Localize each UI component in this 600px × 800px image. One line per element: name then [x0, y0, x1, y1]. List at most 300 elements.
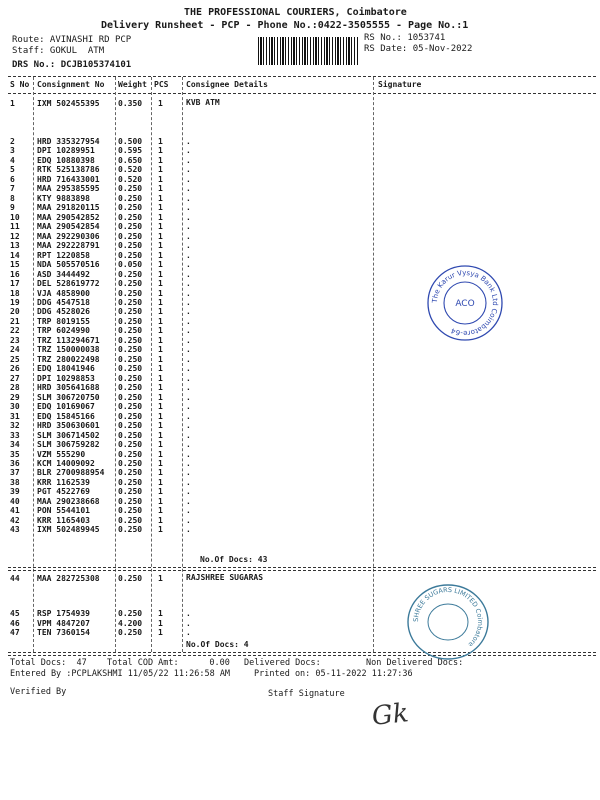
table-row — [0, 374, 600, 383]
table-row — [0, 497, 600, 506]
drs-number: DRS No.: DCJB105374101 — [12, 60, 132, 70]
cell-pcs: 1 — [158, 184, 163, 194]
table-row — [0, 516, 600, 525]
cell-sno: 18 — [10, 288, 20, 298]
cell-pcs: 1 — [158, 165, 163, 175]
cell-consignee-placeholder: . — [186, 430, 191, 440]
stamp-ring-text: SHREE SUGARS LIMITED Coimbatore — [411, 585, 485, 649]
cell-consignee-placeholder: . — [186, 345, 191, 355]
cell-sno: 21 — [10, 316, 20, 326]
rs-number: RS No.: 1053741 — [364, 33, 446, 43]
cell-weight: 0.250 — [118, 430, 143, 440]
table-row — [0, 383, 600, 392]
cell-weight: 0.250 — [118, 231, 143, 241]
table-row — [0, 402, 600, 411]
cell-consignment-no: VZM 555290 — [37, 449, 86, 459]
cell-consignment-no: KRR 1162539 — [37, 477, 90, 487]
cell-weight: 0.250 — [118, 288, 143, 298]
cell-weight: 0.250 — [118, 468, 143, 478]
cell-weight: 0.250 — [118, 392, 143, 402]
table-row — [0, 506, 600, 515]
cell-consignment-no: RPT 1220858 — [37, 250, 90, 260]
cell-sno: 4 — [10, 155, 15, 165]
handwritten-signature: Gk — [370, 698, 410, 732]
cell-consignee-placeholder: . — [186, 515, 191, 525]
cell-pcs: 1 — [158, 146, 163, 156]
cell-sno: 2 — [10, 137, 15, 146]
cell-weight: 0.250 — [118, 335, 143, 345]
table-row — [0, 345, 600, 354]
delivered-docs: Delivered Docs: — [244, 658, 321, 668]
cell-pcs: 1 — [158, 260, 163, 270]
table-row — [0, 165, 600, 174]
cell-weight: 0.250 — [118, 411, 143, 421]
table-row — [0, 364, 600, 373]
cell-weight: 0.250 — [118, 345, 143, 355]
non-delivered-docs: Non Delivered Docs: — [366, 658, 464, 668]
printed-on: Printed on: 05-11-2022 11:27:36 — [254, 669, 413, 679]
cell-weight: 0.250 — [118, 525, 143, 535]
cell-pcs: 1 — [158, 496, 163, 506]
cell-sno: 11 — [10, 222, 20, 232]
table-row — [0, 459, 600, 468]
cell-pcs: 1 — [158, 174, 163, 184]
cell-consignment-no: MAA 282725308 — [37, 574, 100, 583]
cell-consignee-placeholder: . — [186, 165, 191, 175]
cell-consignee-placeholder: . — [186, 212, 191, 222]
cell-weight: 0.250 — [118, 515, 143, 525]
consignee-name: KVB ATM — [186, 98, 220, 107]
cell-consignment-no: MAA 292228791 — [37, 241, 100, 251]
cell-consignee-placeholder: . — [186, 184, 191, 194]
entered-by: Entered By :PCPLAKSHMI 11/05/22 11:26:58 AM — [10, 669, 231, 679]
cell-weight: 0.350 — [118, 99, 143, 108]
cell-pcs: 1 — [158, 269, 163, 279]
cell-consignment-no: TRP 8019155 — [37, 316, 90, 326]
cell-weight: 0.500 — [118, 137, 143, 146]
cell-consignee-placeholder: . — [186, 487, 191, 497]
table-row — [0, 421, 600, 430]
cell-consignment-no: DEL 528619772 — [37, 279, 100, 289]
cell-pcs: 1 — [158, 421, 163, 431]
cell-consignment-no: RTK 525138786 — [37, 165, 100, 175]
cell-sno: 34 — [10, 440, 20, 450]
cell-consignee-placeholder: . — [186, 231, 191, 241]
cell-pcs: 1 — [158, 241, 163, 251]
cell-sno: 25 — [10, 354, 20, 364]
table-row — [0, 487, 600, 496]
cell-weight: 0.250 — [118, 421, 143, 431]
cell-weight: 0.650 — [118, 155, 143, 165]
cell-weight: 0.595 — [118, 146, 143, 156]
cell-consignee-placeholder: . — [186, 525, 191, 535]
cell-consignee-placeholder: . — [186, 383, 191, 393]
cell-consignee-placeholder: . — [186, 137, 191, 146]
cell-sno: 47 — [10, 628, 20, 637]
cell-consignee-placeholder: . — [186, 288, 191, 298]
cell-consignee-placeholder: . — [186, 241, 191, 251]
cell-pcs: 1 — [158, 99, 163, 108]
stamp-initials: ACO — [455, 299, 475, 309]
table-row — [0, 203, 600, 212]
cell-consignee-placeholder: . — [186, 496, 191, 506]
cell-consignee-placeholder: . — [186, 174, 191, 184]
cell-consignment-no: VJA 4858900 — [37, 288, 90, 298]
col-sno: S No — [10, 80, 30, 89]
cell-pcs: 1 — [158, 335, 163, 345]
table-row — [0, 99, 600, 108]
cell-sno: 43 — [10, 525, 20, 535]
cell-pcs: 1 — [158, 392, 163, 402]
cell-sno: 19 — [10, 297, 20, 307]
cell-sno: 35 — [10, 449, 20, 459]
cell-consignment-no: BLR 2700988954 — [37, 468, 105, 478]
divider — [8, 93, 596, 94]
cell-consignee-placeholder: . — [186, 477, 191, 487]
cell-weight: 4.200 — [118, 618, 143, 628]
cell-weight: 0.250 — [118, 203, 143, 213]
table-row — [0, 355, 600, 364]
table-row — [0, 222, 600, 231]
table-row — [0, 619, 600, 628]
consignee-name: RAJSHREE SUGARAS — [186, 573, 264, 582]
cell-sno: 13 — [10, 241, 20, 251]
cell-consignment-no: EDQ 18041946 — [37, 364, 95, 374]
cell-sno: 20 — [10, 307, 20, 317]
cell-pcs: 1 — [158, 345, 163, 355]
cell-consignment-no: EDQ 15845166 — [37, 411, 95, 421]
cell-consignment-no: HRD 305641688 — [37, 383, 100, 393]
cell-sno: 39 — [10, 487, 20, 497]
cell-pcs: 1 — [158, 449, 163, 459]
cell-consignee-placeholder: . — [186, 618, 191, 628]
cell-sno: 15 — [10, 260, 20, 270]
cell-consignment-no: KTY 9883898 — [37, 193, 90, 203]
cell-sno: 38 — [10, 477, 20, 487]
cell-consignment-no: TRP 6024990 — [37, 326, 90, 336]
table-row — [0, 175, 600, 184]
table-row — [0, 213, 600, 222]
cell-pcs: 1 — [158, 288, 163, 298]
company-title: THE PROFESSIONAL COURIERS, Coimbatore — [184, 7, 407, 18]
cell-consignee-placeholder: . — [186, 307, 191, 317]
cell-consignment-no: ASD 3444492 — [37, 269, 90, 279]
cell-consignee-placeholder: . — [186, 421, 191, 431]
cell-sno: 6 — [10, 174, 15, 184]
table-row — [0, 326, 600, 335]
cell-sno: 9 — [10, 203, 15, 213]
cell-weight: 0.250 — [118, 193, 143, 203]
cell-consignment-no: DDG 4528026 — [37, 307, 90, 317]
table-row — [0, 289, 600, 298]
cell-consignee-placeholder: . — [186, 326, 191, 336]
cell-consignment-no: SLM 306759282 — [37, 440, 100, 450]
cell-weight: 0.250 — [118, 354, 143, 364]
cell-consignment-no: PON 5544101 — [37, 506, 90, 516]
col-pcs: PCS — [154, 80, 169, 89]
cell-consignee-placeholder: . — [186, 193, 191, 203]
cell-sno: 23 — [10, 335, 20, 345]
stamp-inner-ring — [428, 604, 468, 640]
staff-label: Staff: GOKUL ATM — [12, 46, 105, 56]
cell-consignment-no: MAA 290542854 — [37, 222, 100, 232]
cell-weight: 0.250 — [118, 326, 143, 336]
cell-weight: 0.250 — [118, 440, 143, 450]
cell-weight: 0.250 — [118, 250, 143, 260]
cell-weight: 0.250 — [118, 574, 143, 583]
cell-sno: 45 — [10, 609, 20, 618]
cell-pcs: 1 — [158, 609, 163, 618]
cell-weight: 0.520 — [118, 174, 143, 184]
cell-pcs: 1 — [158, 250, 163, 260]
cell-weight: 0.250 — [118, 241, 143, 251]
table-row — [0, 468, 600, 477]
divider — [8, 570, 596, 571]
cell-consignment-no: PGT 4522769 — [37, 487, 90, 497]
cell-pcs: 1 — [158, 574, 163, 583]
total-cod: Total COD Amt: 0.00 — [107, 658, 230, 668]
cell-consignee-placeholder: . — [186, 609, 191, 618]
cell-sno: 14 — [10, 250, 20, 260]
cell-consignee-placeholder: . — [186, 402, 191, 412]
table-row — [0, 450, 600, 459]
cell-consignment-no: SLM 306720750 — [37, 392, 100, 402]
cell-sno: 29 — [10, 392, 20, 402]
cell-consignee-placeholder: . — [186, 392, 191, 402]
table-row — [0, 628, 600, 637]
cell-consignment-no: TEN 7360154 — [37, 628, 90, 637]
cell-sno: 33 — [10, 430, 20, 440]
cell-pcs: 1 — [158, 402, 163, 412]
table-row — [0, 431, 600, 440]
cell-sno: 24 — [10, 345, 20, 355]
cell-weight: 0.250 — [118, 477, 143, 487]
cell-pcs: 1 — [158, 137, 163, 146]
table-row — [0, 232, 600, 241]
company-stamp — [405, 582, 491, 662]
cell-consignment-no: TRZ 150000038 — [37, 345, 100, 355]
cell-pcs: 1 — [158, 354, 163, 364]
stamp-outer-ring — [408, 585, 488, 659]
cell-pcs: 1 — [158, 326, 163, 336]
cell-pcs: 1 — [158, 222, 163, 232]
cell-consignee-placeholder: . — [186, 250, 191, 260]
cell-consignment-no: SLM 306714502 — [37, 430, 100, 440]
cell-consignee-placeholder: . — [186, 628, 191, 637]
barcode — [258, 37, 358, 65]
cell-consignment-no: MAA 290542852 — [37, 212, 100, 222]
cell-sno: 31 — [10, 411, 20, 421]
cell-sno: 12 — [10, 231, 20, 241]
cell-consignment-no: RSP 1754939 — [37, 609, 90, 618]
table-row — [0, 393, 600, 402]
cell-consignment-no: EDQ 10169067 — [37, 402, 95, 412]
cell-sno: 3 — [10, 146, 15, 156]
cell-consignment-no: MAA 292290306 — [37, 231, 100, 241]
cell-consignment-no: HRD 716433001 — [37, 174, 100, 184]
table-row — [0, 279, 600, 288]
cell-pcs: 1 — [158, 515, 163, 525]
col-consignment: Consignment No — [37, 80, 105, 89]
table-row — [0, 137, 600, 146]
cell-sno: 26 — [10, 364, 20, 374]
table-row — [0, 298, 600, 307]
bank-stamp — [424, 262, 506, 344]
table-row — [0, 260, 600, 269]
table-row — [0, 156, 600, 165]
cell-weight: 0.250 — [118, 222, 143, 232]
cell-weight: 0.250 — [118, 316, 143, 326]
cell-pcs: 1 — [158, 297, 163, 307]
cell-sno: 5 — [10, 165, 15, 175]
cell-sno: 32 — [10, 421, 20, 431]
cell-consignment-no: TRZ 280022498 — [37, 354, 100, 364]
cell-consignment-no: TRZ 113294671 — [37, 335, 100, 345]
divider — [8, 567, 596, 568]
cell-weight: 0.250 — [118, 496, 143, 506]
cell-weight: 0.250 — [118, 487, 143, 497]
cell-sno: 37 — [10, 468, 20, 478]
cell-weight: 0.250 — [118, 269, 143, 279]
cell-consignment-no: DPI 10289951 — [37, 146, 95, 156]
total-docs: Total Docs: 47 — [10, 658, 87, 668]
cell-pcs: 1 — [158, 316, 163, 326]
table-row — [0, 525, 600, 534]
cell-pcs: 1 — [158, 307, 163, 317]
divider — [8, 76, 596, 77]
cell-pcs: 1 — [158, 231, 163, 241]
table-row — [0, 184, 600, 193]
cell-sno: 40 — [10, 496, 20, 506]
table-row — [0, 270, 600, 279]
cell-sno: 27 — [10, 373, 20, 383]
cell-consignee-placeholder: . — [186, 354, 191, 364]
col-consignee: Consignee Details — [186, 80, 268, 89]
cell-consignment-no: HRD 350630601 — [37, 421, 100, 431]
cell-pcs: 1 — [158, 506, 163, 516]
cell-sno: 16 — [10, 269, 20, 279]
cell-consignee-placeholder: . — [186, 449, 191, 459]
cell-sno: 42 — [10, 515, 20, 525]
cell-pcs: 1 — [158, 383, 163, 393]
cell-sno: 44 — [10, 574, 20, 583]
rs-date: RS Date: 05-Nov-2022 — [364, 44, 473, 54]
cell-pcs: 1 — [158, 487, 163, 497]
col-weight: Weight — [118, 80, 147, 89]
cell-consignment-no: DPI 10298853 — [37, 373, 95, 383]
cell-weight: 0.250 — [118, 506, 143, 516]
cell-consignment-no: IXM 502455395 — [37, 99, 100, 108]
cell-pcs: 1 — [158, 430, 163, 440]
divider — [8, 652, 596, 653]
cell-weight: 0.250 — [118, 628, 143, 637]
cell-consignee-placeholder: . — [186, 335, 191, 345]
cell-consignment-no: MAA 291820115 — [37, 203, 100, 213]
cell-weight: 0.250 — [118, 212, 143, 222]
cell-weight: 0.250 — [118, 373, 143, 383]
runsheet-title: Delivery Runsheet - PCP - Phone No.:0422-3505555 - Page No.:1 — [101, 20, 469, 31]
staff-signature-label: Staff Signature — [268, 689, 345, 699]
cell-weight: 0.250 — [118, 297, 143, 307]
cell-pcs: 1 — [158, 364, 163, 374]
table-row — [0, 336, 600, 345]
cell-weight: 0.250 — [118, 609, 143, 618]
cell-pcs: 1 — [158, 477, 163, 487]
cell-consignee-placeholder: . — [186, 203, 191, 213]
cell-pcs: 1 — [158, 458, 163, 468]
cell-sno: 46 — [10, 618, 20, 628]
col-signature: Signature — [378, 80, 422, 89]
cell-weight: 0.250 — [118, 184, 143, 194]
cell-pcs: 1 — [158, 440, 163, 450]
cell-pcs: 1 — [158, 468, 163, 478]
cell-consignment-no: DDG 4547518 — [37, 297, 90, 307]
table-row — [0, 440, 600, 449]
cell-consignee-placeholder: . — [186, 506, 191, 516]
table-row — [0, 317, 600, 326]
cell-consignee-placeholder: . — [186, 269, 191, 279]
cell-consignee-placeholder: . — [186, 468, 191, 478]
table-row — [0, 574, 600, 583]
cell-sno: 8 — [10, 193, 15, 203]
cell-weight: 0.250 — [118, 402, 143, 412]
cell-pcs: 1 — [158, 203, 163, 213]
cell-consignment-no: KRR 1165403 — [37, 515, 90, 525]
table-row — [0, 478, 600, 487]
cell-consignee-placeholder: . — [186, 411, 191, 421]
cell-weight: 0.250 — [118, 449, 143, 459]
cell-consignee-placeholder: . — [186, 146, 191, 156]
cell-weight: 0.520 — [118, 165, 143, 175]
docs-count: No.Of Docs: 43 — [200, 555, 268, 564]
route-label: Route: AVINASHI RD PCP — [12, 35, 132, 45]
docs-count: No.Of Docs: 4 — [186, 640, 249, 649]
cell-weight: 0.250 — [118, 364, 143, 374]
table-row — [0, 412, 600, 421]
divider — [8, 655, 596, 656]
cell-weight: 0.250 — [118, 279, 143, 289]
cell-consignment-no: MAA 295385595 — [37, 184, 100, 194]
cell-pcs: 1 — [158, 212, 163, 222]
stamp-ring-text: The Karur Vysya Bank Ltd Coimbatore-64 — [430, 268, 500, 338]
cell-consignment-no: NDA 505570516 — [37, 260, 100, 270]
cell-weight: 0.050 — [118, 260, 143, 270]
cell-consignee-placeholder: . — [186, 279, 191, 289]
cell-pcs: 1 — [158, 279, 163, 289]
cell-pcs: 1 — [158, 193, 163, 203]
cell-consignee-placeholder: . — [186, 373, 191, 383]
cell-consignee-placeholder: . — [186, 260, 191, 270]
cell-pcs: 1 — [158, 411, 163, 421]
column-header-row — [0, 80, 600, 89]
cell-weight: 0.250 — [118, 307, 143, 317]
cell-sno: 7 — [10, 184, 15, 194]
cell-pcs: 1 — [158, 628, 163, 637]
cell-sno: 22 — [10, 326, 20, 336]
table-row — [0, 146, 600, 155]
cell-sno: 41 — [10, 506, 20, 516]
cell-consignee-placeholder: . — [186, 222, 191, 232]
cell-consignee-placeholder: . — [186, 364, 191, 374]
cell-sno: 17 — [10, 279, 20, 289]
cell-pcs: 1 — [158, 525, 163, 535]
cell-consignee-placeholder: . — [186, 297, 191, 307]
cell-consignee-placeholder: . — [186, 440, 191, 450]
cell-consignee-placeholder: . — [186, 458, 191, 468]
cell-consignment-no: KCM 14009092 — [37, 458, 95, 468]
cell-sno: 28 — [10, 383, 20, 393]
table-row — [0, 307, 600, 316]
